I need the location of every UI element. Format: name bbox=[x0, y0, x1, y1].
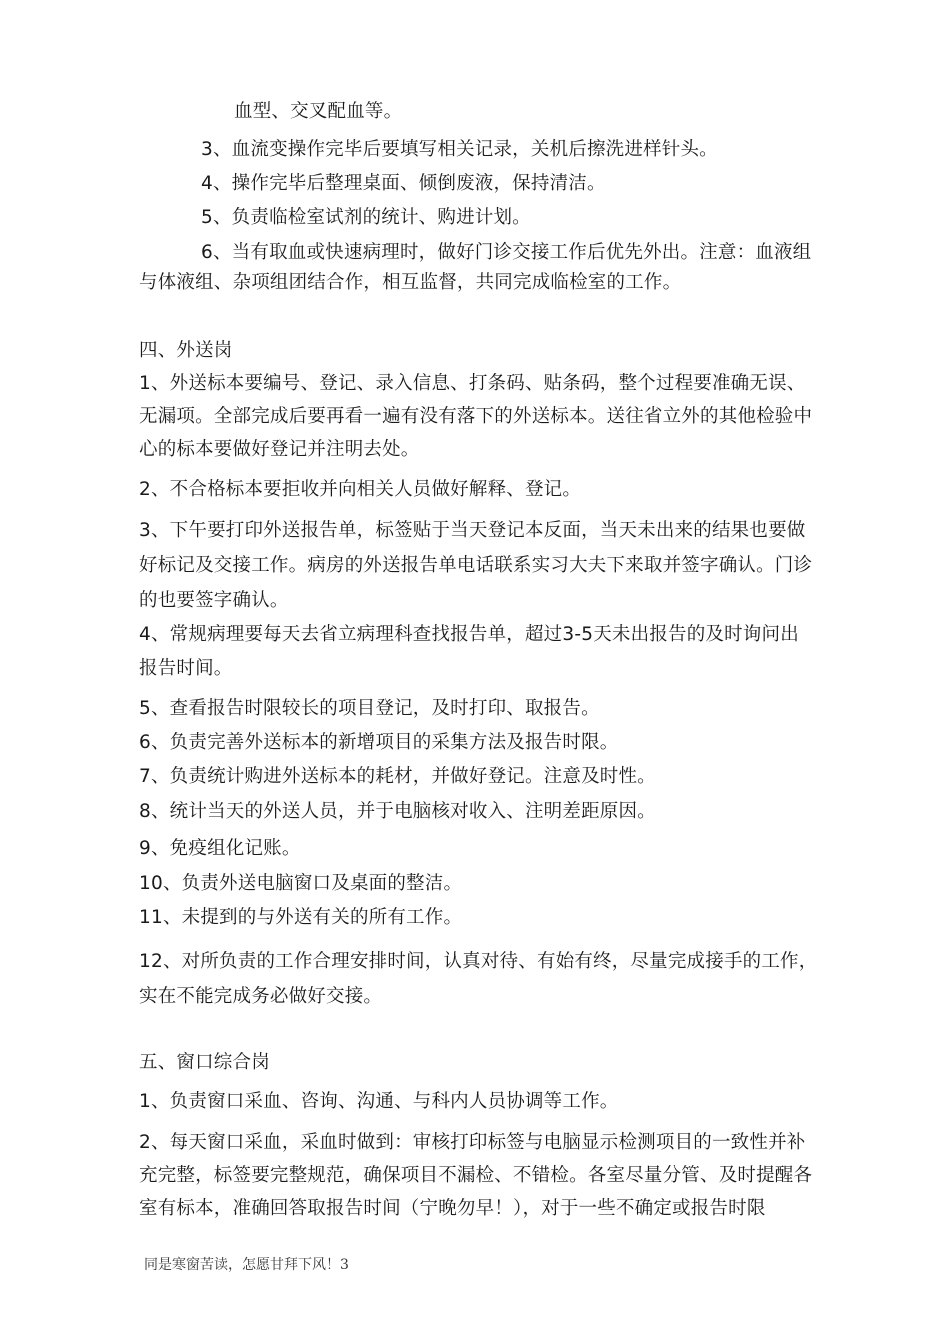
text-line: 2、不合格标本要拒收并向相关人员做好解释、登记。 bbox=[139, 479, 582, 500]
text-line: 2、每天窗口采血，采血时做到：审核打印标签与电脑显示检测项目的一致性并补 bbox=[139, 1132, 806, 1153]
text-line: 8、统计当天的外送人员，并于电脑核对收入、注明差距原因。 bbox=[139, 801, 656, 822]
page-footer: 同是寒窗苦读，怎愿甘拜下风！3 bbox=[144, 1257, 349, 1273]
text-line: 12、对所负责的工作合理安排时间，认真对待、有始有终，尽量完成接手的工作， bbox=[139, 951, 818, 972]
text-line: 5、负责临检室试剂的统计、购进计划。 bbox=[201, 207, 531, 228]
text-line: 4、常规病理要每天去省立病理科查找报告单，超过3-5天未出报告的及时询问出 bbox=[139, 624, 799, 645]
text-line: 室有标本，准确回答取报告时间（宁晚勿早！），对于一些不确定或报告时限 bbox=[139, 1198, 766, 1219]
text-line: 6、负责完善外送标本的新增项目的采集方法及报告时限。 bbox=[139, 732, 619, 753]
text-line: 的也要签字确认。 bbox=[139, 590, 289, 611]
text-line: 11、未提到的与外送有关的所有工作。 bbox=[139, 907, 463, 928]
text-line: 实在不能完成务必做好交接。 bbox=[139, 986, 383, 1007]
text-line: 充完整，标签要完整规范，确保项目不漏检、不错检。各室尽量分管、及时提醒各 bbox=[139, 1165, 813, 1186]
text-line: 5、查看报告时限较长的项目登记，及时打印、取报告。 bbox=[139, 698, 600, 719]
text-line: 9、免疫组化记账。 bbox=[139, 838, 301, 859]
section-heading: 五、窗口综合岗 bbox=[139, 1052, 270, 1073]
text-line: 1、外送标本要编号、登记、录入信息、打条码、贴条码，整个过程要准确无误、 bbox=[139, 373, 806, 394]
text-line: 3、下午要打印外送报告单，标签贴于当天登记本反面，当天未出来的结果也要做 bbox=[139, 520, 806, 541]
text-line: 7、负责统计购进外送标本的耗材，并做好登记。注意及时性。 bbox=[139, 766, 656, 787]
text-line: 报告时间。 bbox=[139, 658, 233, 679]
text-line: 好标记及交接工作。病房的外送报告单电话联系实习大夫下来取并签字确认。门诊 bbox=[139, 555, 813, 576]
text-line: 血型、交叉配血等。 bbox=[234, 101, 403, 122]
text-line: 6、当有取血或快速病理时，做好门诊交接工作后优先外出。注意：血液组 bbox=[201, 242, 812, 263]
text-line: 心的标本要做好登记并注明去处。 bbox=[139, 439, 420, 460]
text-line: 4、操作完毕后整理桌面、倾倒废液，保持清洁。 bbox=[201, 173, 606, 194]
text-line: 1、负责窗口采血、咨询、沟通、与科内人员协调等工作。 bbox=[139, 1091, 619, 1112]
text-line: 3、血流变操作完毕后要填写相关记录，关机后擦洗进样针头。 bbox=[201, 139, 718, 160]
text-line: 与体液组、杂项组团结合作，相互监督，共同完成临检室的工作。 bbox=[139, 272, 682, 293]
text-line: 10、负责外送电脑窗口及桌面的整洁。 bbox=[139, 873, 463, 894]
section-heading: 四、外送岗 bbox=[139, 340, 233, 361]
text-line: 无漏项。全部完成后要再看一遍有没有落下的外送标本。送往省立外的其他检验中 bbox=[139, 406, 813, 427]
